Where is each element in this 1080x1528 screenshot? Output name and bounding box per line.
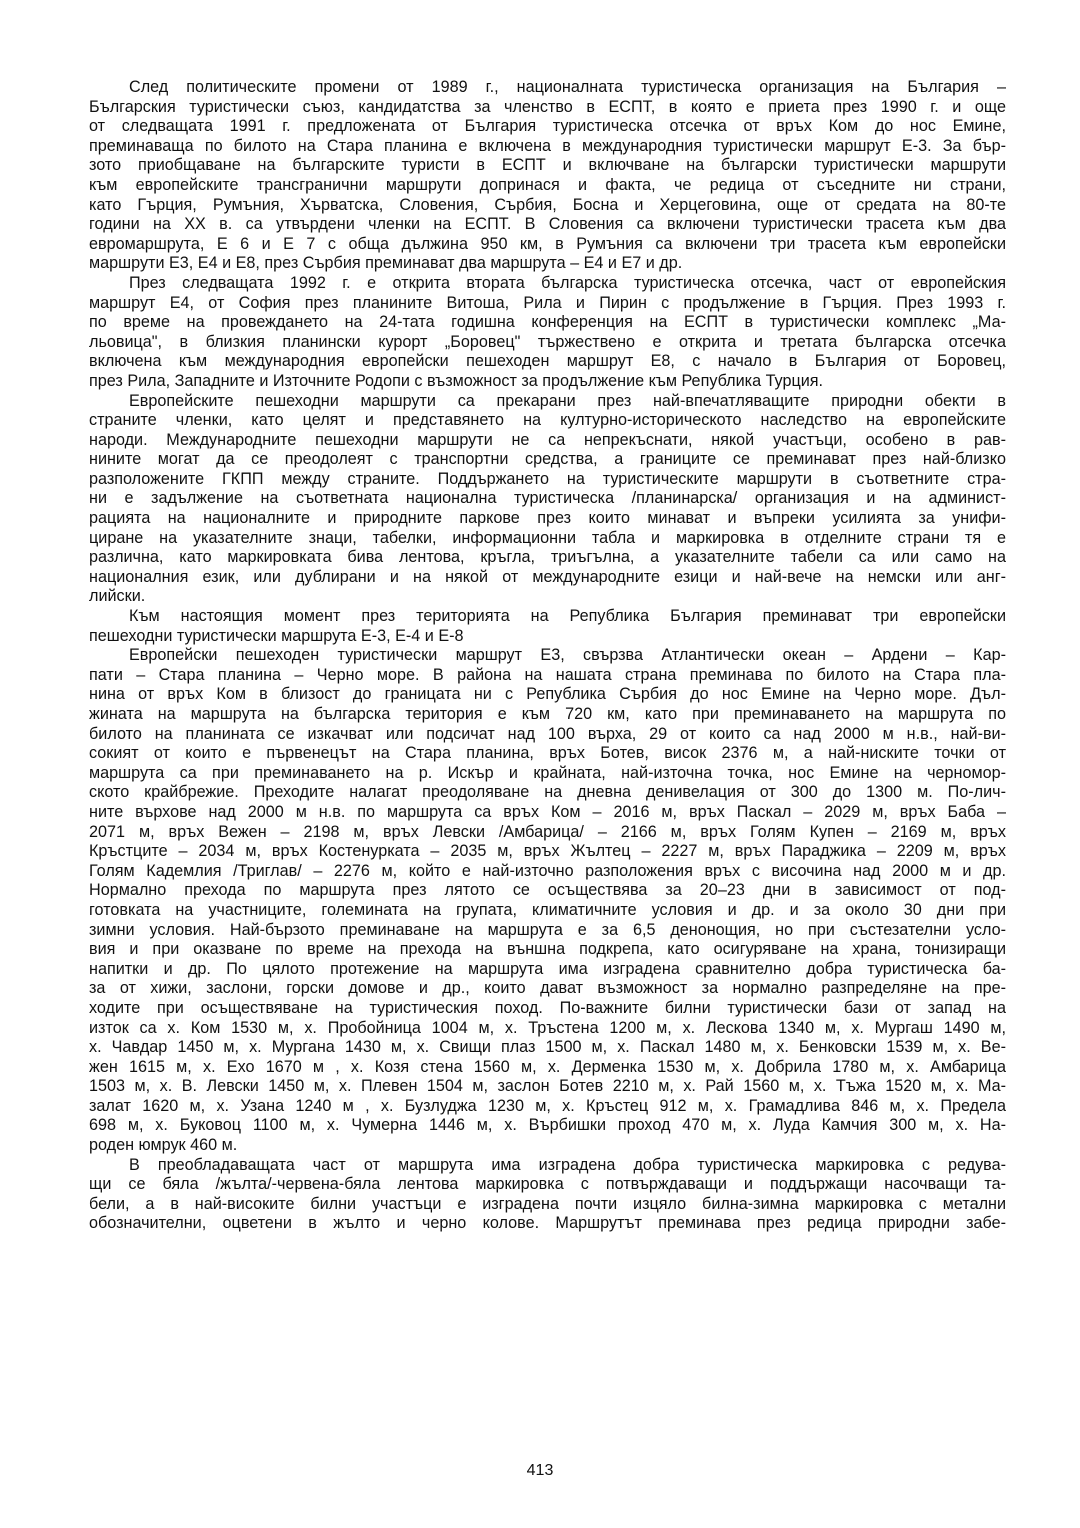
- paragraph-6-line: щи се бяла /жълта/-червена-бяла лентова маркировка с потвърждаващи и поддържащи насочващи та-: [89, 1175, 1006, 1194]
- paragraph-5-line: х. Чавдар 1450 м, х. Мургана 1430 м, х. Свищи плаз 1500 м, х. Паскал 1480 м, х. Бенковски 1539 м, х. Ве-: [89, 1038, 1006, 1057]
- paragraph-1-line: Българския туристически съюз, кандидатства за членство в ЕСПТ, в която е приета през 1990 г. и още: [89, 97, 1006, 116]
- paragraph-3-line: различна, като маркировката бива лентова, кръгла, триъгълна, а указателните табели са или само на: [89, 548, 1006, 567]
- paragraph-1-line: маршрути Е3, Е4 и Е8, през Сърбия преминават два маршрута – Е4 и Е7 и др.: [89, 254, 683, 273]
- paragraph-2-line: маршрут Е4, от София през планините Витоша, Рила и Пирин с продължение в Гърция. През 1993 г.: [89, 293, 1006, 312]
- paragraph-5-line: ните върхове над 2000 м н.в. по маршрута са връх Ком – 2016 м, връх Паскал – 2029 м, връх Баба –: [89, 802, 1006, 821]
- paragraph-5-line: Нормално прехода по маршрута през лятото се осъществява за 20–23 дни в зависимост от под-: [89, 881, 1006, 900]
- paragraph-6-line: бели, а в най-високите билни участъци е изградена почти изцяло билна-зимна маркировка с метални: [89, 1194, 1006, 1213]
- paragraph-3-line: страните членки, като целят и представянето на културно-историческото наследство на европейските: [89, 411, 1006, 430]
- paragraph-3-line: нините могат да се преодолеят с транспортни средства, а границите се преминават през най-близко: [89, 450, 1006, 469]
- paragraph-1-line: към европейските трансгранични маршрути допринася и факта, че редица от съседните ни страни,: [89, 175, 1006, 194]
- paragraph-5-line: жен 1615 м, х. Ехо 1670 м , х. Козя стена 1560 м, х. Дерменка 1530 м, х. Добрила 1780 м, х. Амбарица: [89, 1057, 1006, 1076]
- paragraph-5-line: Кръстците – 2034 м, връх Костенурката – 2035 м, връх Жълтец – 2227 м, връх Параджика – 2209 м, връх: [89, 842, 1006, 861]
- paragraph-5-line: ското крайбрежие. Преходите налагат преодоляване на дневна денивелация от 300 до 1300 м. По-лич-: [89, 783, 1006, 802]
- paragraph-6-line: В преобладаващата част от маршрута има изградена добра туристическа маркировка с редува-: [129, 1155, 1006, 1174]
- paragraph-2-line: През следващата 1992 г. е открита втората българска туристическа отсечка, част от европейския: [129, 273, 1006, 292]
- paragraph-4-line: Към настоящия момент през територията на Република България преминават три европейски: [129, 607, 1006, 626]
- paragraph-5-line: маршрута са при преминаването на р. Искър и крайната, най-източна точка, нос Емине на черномор-: [89, 763, 1006, 782]
- paragraph-5-line: залат 1620 м, х. Узана 1240 м , х. Бузлуджа 1230 м, х. Кръстец 912 м, х. Грамадлива 846 м, х. Предела: [89, 1096, 1006, 1115]
- paragraph-4-line: пешеходни туристически маршрута Е-3, Е-4 и Е-8: [89, 626, 464, 645]
- paragraph-5-line: вия и при оказване по време на прехода на външна подкрепа, като осигуряване на храна, тонизиращи: [89, 940, 1006, 959]
- paragraph-1-line: от следващата 1991 г. предложената от България туристическа отсечка от връх Ком до нос Емине,: [89, 117, 1006, 136]
- paragraph-1-line: като Гърция, Румъния, Хърватска, Словения, Сърбия, Босна и Херцеговина, още от средата на 80-те: [89, 195, 1006, 214]
- paragraph-5-line: жината на маршрута на българска територия е към 720 км, като при преминаването на маршрута по: [89, 705, 1006, 723]
- paragraph-3-line: разположените ГКПП между страните. Поддържането на туристическите маршрути в съответните стра-: [89, 469, 1006, 488]
- paragraph-5-line: Европейски пешеходен туристически маршрут Е3, свързва Атлантически океан – Ардени – Кар-: [129, 646, 1006, 665]
- paragraph-5-line: за от хижи, заслони, горски домове и др., които дават възможност за нормално разпределяне на пре-: [89, 979, 1006, 998]
- paragraph-6-line: обозначителни, оцветени в жълто и черно колове. Маршрутът преминава през редица природни забе-: [89, 1214, 1006, 1233]
- paragraph-3-line: рацията на националните и природните паркове през които минават и въпреки усилията за унифи-: [89, 509, 1006, 528]
- paragraph-2-line: включена към международния европейски пешеходен маршрут Е8, с начало в България от Боровец,: [89, 352, 1006, 371]
- paragraph-3-line: националния език, или дублирани и на някой от международните езици и най-вече на немски или анг-: [89, 567, 1006, 586]
- paragraph-2-line: по време на провеждането на 24-тата годишна конференция на ЕСПТ в туристически комплекс „Ма-: [89, 313, 1006, 332]
- document-body: [89, 78, 1006, 1468]
- paragraph-5-line: билото на планината се изкачват или подсичат над 100 върха, 29 от които са над 2000 м н.в., най-ви-: [89, 724, 1006, 743]
- paragraph-3-line: лийски.: [89, 587, 146, 606]
- paragraph-1-line: зото приобщаване на българските туристи в ЕСПТ и включване на български туристически маршрути: [89, 156, 1006, 175]
- paragraph-5-line: зимни условия. Най-бързото преминаване на маршрута е за 6,5 денонощия, но при състезателни усло-: [89, 920, 1006, 939]
- paragraph-5-line: нина от връх Ком в близост до границата ни с Република Сърбия до нос Емине на Черно море. Дъл-: [89, 685, 1006, 704]
- paragraph-5-line: сокият от които е първенецът на Стара планина, връх Ботев, висок 2376 м, а най-ниските точки от: [89, 744, 1006, 763]
- paragraph-5-line: изток са х. Ком 1530 м, х. Пробойница 1004 м, х. Тръстена 1200 м, х. Лескова 1340 м, х. Мургаш 1490 м,: [89, 1018, 1006, 1037]
- paragraph-1-line: След политическите промени от 1989 г., националната туристическа организация на България –: [129, 78, 1006, 96]
- paragraph-5-line: роден юмрук 460 м.: [89, 1136, 238, 1155]
- paragraph-5-line: 2071 м, връх Вежен – 2198 м, връх Левски /Амбарица/ – 2166 м, връх Голям Купен – 2169 м, връх: [89, 822, 1006, 841]
- page-number: 413: [526, 1462, 554, 1479]
- paragraph-5-line: Голям Кадемлия /Триглав/ – 2276 м, който е най-източно разположения връх с височина над 2000 м и др.: [89, 861, 1006, 880]
- paragraph-3-line: Европейските пешеходни маршрути са прекарани през най-впечатляващите природни обекти в: [129, 391, 1006, 410]
- paragraph-5-line: напитки и др. По цялото протежение на маршрута има изградена сравнително добра туристическа ба-: [89, 959, 1006, 978]
- paragraph-1-line: евромаршрута, Е 6 и Е 7 с обща дължина 950 км, в Румъния са включени три трасета към европейски: [89, 234, 1006, 253]
- paragraph-1-line: години на ХХ в. са утвърдени членки на ЕСПТ. В Словения са включени туристически трасета към два: [89, 215, 1006, 234]
- paragraph-5-line: ходите при осъществяване на туристическия поход. По-важните билни туристически бази от запад на: [89, 998, 1006, 1017]
- paragraph-5-line: готовката на участниците, големината на групата, климатичните условия и др. и за около 30 дни при: [89, 900, 1006, 919]
- paragraph-5-line: 1503 м, х. В. Левски 1450 м, х. Плевен 1504 м, заслон Ботев 2210 м, х. Рай 1560 м, х. Тъжа 1520 м, х. Ма-: [89, 1077, 1006, 1096]
- paragraph-3-line: народи. Международните пешеходни маршрути не са непрекъснати, някой участъци, особено в рав-: [89, 430, 1006, 449]
- paragraph-3-line: ни е задължение на съответната национална туристическа /планинарска/ организация и на админист-: [89, 489, 1006, 508]
- paragraph-2-line: льовица", в близкия планински курорт „Боровец" тържествено е открита и третата българска отсечка: [89, 332, 1006, 351]
- paragraph-5-line: 698 м, х. Буковоц 1100 м, х. Чумерна 1446 м, х. Върбишки проход 470 м, х. Луда Камчия 300 м, х. На-: [89, 1116, 1006, 1135]
- paragraph-5-line: пати – Стара планина – Черно море. В района на нашата страна преминава по билото на Стара пла-: [89, 665, 1006, 684]
- paragraph-2-line: през Рила, Западните и Източните Родопи с възможност за продължение към Република Турция.: [89, 371, 824, 390]
- paragraph-1-line: преминаваща по билото на Стара планина е включена в международния туристически маршрут Е-3. За бър-: [89, 136, 1006, 155]
- paragraph-3-line: циране на указателните знаци, табелки, информационни табла и маркировка в отделните страни тя е: [89, 528, 1006, 547]
